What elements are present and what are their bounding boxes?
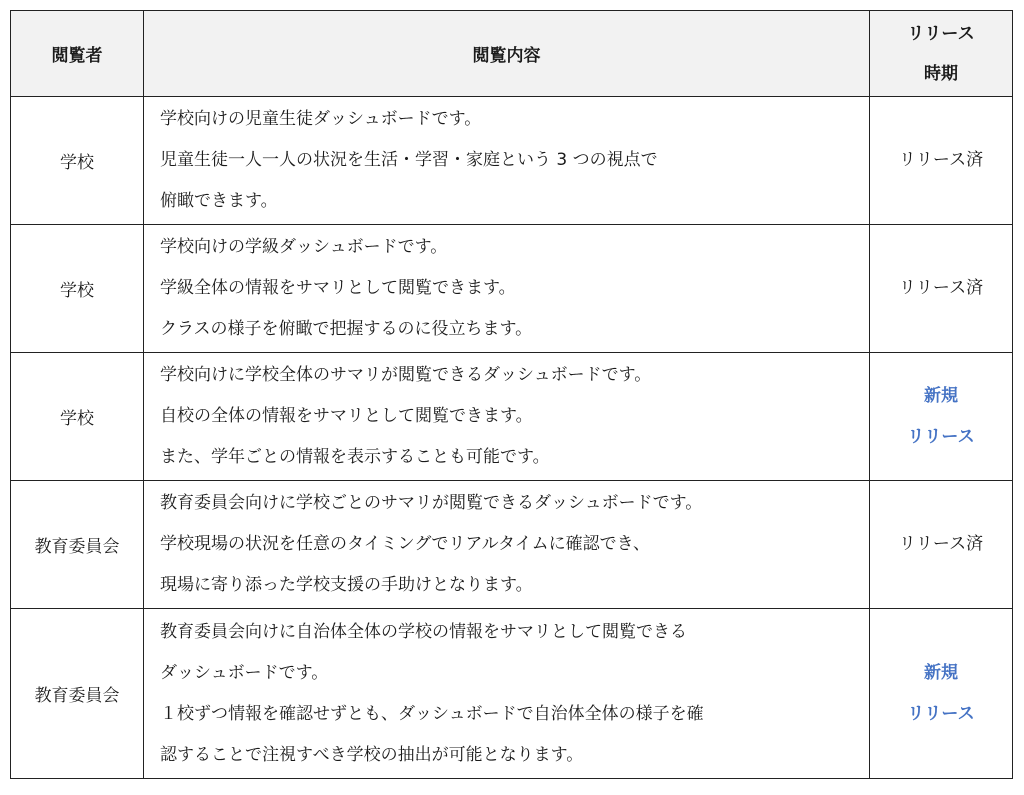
release-status-new: リリース [907, 426, 975, 447]
content-line: 俯瞰できます。 [160, 191, 278, 211]
release-cell [870, 225, 1013, 353]
viewer-cell: 学校 [11, 97, 144, 225]
release-schedule-table [10, 10, 1013, 779]
content-line: クラスの様子を俯瞰で把握するのに役立ちます。 [160, 319, 533, 339]
release-cell [870, 97, 1013, 225]
viewer-cell: 教育委員会 [11, 609, 144, 779]
content-line: 児童生徒一人一人の状況を生活・学習・家庭という 3 つの視点で [160, 150, 658, 170]
release-status: リリース済 [898, 150, 984, 170]
table-body [11, 97, 1013, 779]
release-status-new: 新規 [924, 385, 958, 406]
viewer-cell: 学校 [11, 353, 144, 481]
release-status: リリース済 [898, 278, 984, 298]
content-line: １校ずつ情報を確認せずとも、ダッシュボードで自治体全体の様子を確 [160, 703, 704, 724]
content-line: 教育委員会向けに学校ごとのサマリが閲覧できるダッシュボードです。 [160, 493, 703, 513]
content-cell [144, 609, 870, 779]
content-line: 学校向けに学校全体のサマリが閲覧できるダッシュボードです。 [160, 365, 652, 385]
content-line: 教育委員会向けに自治体全体の学校の情報をサマリとして閲覧できる [160, 621, 687, 642]
table-header [11, 11, 1013, 97]
content-cell [144, 481, 870, 609]
content-cell [144, 353, 870, 481]
header-content: 閲覧内容 [144, 11, 870, 97]
content-line: 学校現場の状況を任意のタイミングでリアルタイムに確認でき、 [160, 534, 650, 554]
release-cell [870, 609, 1013, 779]
header-release [870, 11, 1013, 97]
table-row [11, 609, 1013, 779]
release-cell [870, 353, 1013, 481]
content-line: 学校向けの児童生徒ダッシュボードです。 [160, 109, 482, 129]
content-line: 学校向けの学級ダッシュボードです。 [160, 237, 448, 257]
release-status-new: 新規 [924, 662, 958, 683]
table-row [11, 225, 1013, 353]
content-line: ダッシュボードです。 [160, 662, 329, 683]
release-cell [870, 481, 1013, 609]
viewer-cell: 学校 [11, 225, 144, 353]
header-viewer: 閲覧者 [11, 11, 144, 97]
table-row [11, 97, 1013, 225]
content-line: 現場に寄り添った学校支援の手助けとなります。 [160, 575, 533, 595]
table-row [11, 353, 1013, 481]
content-line: 認することで注視すべき学校の抽出が可能となります。 [160, 744, 584, 765]
content-cell [144, 97, 870, 225]
table-row [11, 481, 1013, 609]
header-release-line1: リリース [907, 23, 975, 44]
content-line: また、学年ごとの情報を表示することも可能です。 [160, 447, 550, 467]
content-line: 自校の全体の情報をサマリとして閲覧できます。 [160, 406, 533, 426]
release-status: リリース済 [898, 534, 984, 554]
content-cell [144, 225, 870, 353]
header-release-line2: 時期 [924, 63, 958, 84]
content-line: 学級全体の情報をサマリとして閲覧できます。 [160, 278, 516, 298]
release-status-new: リリース [907, 703, 975, 724]
viewer-cell: 教育委員会 [11, 481, 144, 609]
header-row [11, 11, 1013, 97]
